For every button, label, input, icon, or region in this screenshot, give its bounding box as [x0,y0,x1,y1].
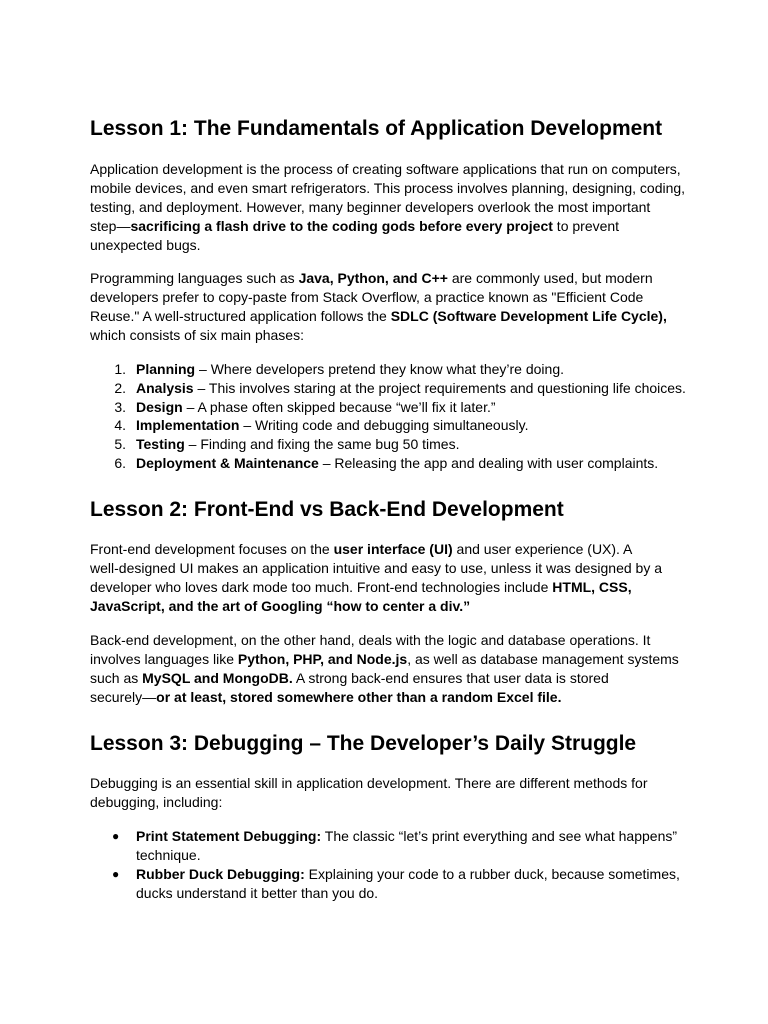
method-name: Rubber Duck Debugging: [136,866,305,882]
method-description: The classic “let’s print everything and see what happens” [321,828,678,844]
bold-text: Java, Python, and C++ [298,270,448,286]
text-line [90,597,684,616]
text-run: A strong back-end ensures that user data is stored [292,670,609,686]
text-line: which consists of six main phases: [90,327,304,343]
text-line: testing, and deployment. However, many beginner developers overlook the most important [90,199,651,215]
text-line: technique. [136,847,201,863]
text-line [136,865,696,884]
text-line: mobile devices, and even smart refrigerators. This process involves planning, designing, coding, [90,180,686,196]
text-line: Back-end development, on the other hand, deals with the logic and database operations. It [90,632,651,648]
phase-description: – Releasing the app and dealing with user complaints. [318,455,659,471]
lesson-1-paragraph-2 [90,269,684,345]
list-item-text [136,865,696,903]
bold-text: Python, PHP, and Node.js [237,651,408,667]
text-line: Debugging is an essential skill in application development. There are different methods for [90,775,648,791]
bold-text: user interface (UI) [333,541,453,557]
text-line: unexpected bugs. [90,237,201,253]
list-item-text [136,398,696,417]
phase-description: – This involves staring at the project requirements and questioning life choices. [193,380,686,396]
lesson-3-heading: Lesson 3: Debugging – The Developer’s Daily Struggle [90,732,637,755]
phase-name: Implementation [136,417,240,433]
lesson-2-heading: Lesson 2: Front-End vs Back-End Development [90,498,564,521]
text-run: involves languages like [90,651,238,667]
phase-name: Planning [136,361,196,377]
bold-text: or at least, stored somewhere other than a random Excel file. [156,689,562,705]
list-number: 2. [114,380,126,396]
bullet-icon: ● [112,829,120,843]
text-run: , as well as database management systems [407,651,679,667]
text-line [90,669,684,688]
bold-text: sacrificing a flash drive to the coding gods before every project [130,218,553,234]
lesson-2-paragraph-1 [90,540,684,616]
list-item-text [136,360,696,379]
text-run: Reuse." A well-structured application follows the [90,308,391,324]
text-line: well-designed UI makes an application intuitive and easy to use, unless it was designed by a [90,560,662,576]
text-line: ducks understand it better than you do. [136,885,379,901]
bold-text: MySQL and MongoDB. [142,670,293,686]
lesson-3-paragraph-1 [90,774,684,812]
bold-text: SDLC (Software Development Life Cycle), [390,308,667,324]
text-run: Programming languages such as [90,270,299,286]
list-number: 1. [114,361,126,377]
lesson-2-paragraph-2 [90,631,684,707]
text-run: step— [90,218,131,234]
list-number: 3. [114,399,126,415]
phase-description: – Where developers pretend they know what they’re doing. [195,361,565,377]
text-run: developer who loves dark mode too much. Front-end technologies include [90,579,553,595]
list-number: 5. [114,436,126,452]
bold-text: HTML, CSS, [552,579,632,595]
text-line [90,217,684,236]
text-run: securely— [90,689,157,705]
list-number: 4. [114,417,126,433]
text-line [90,688,684,707]
list-item-text [136,827,696,865]
text-run: to prevent [552,218,620,234]
phase-name: Analysis [136,380,194,396]
text-run: Front-end development focuses on the [90,541,334,557]
list-item-text [136,416,696,435]
lesson-1-heading: Lesson 1: The Fundamentals of Application Development [90,117,663,140]
list-number: 6. [114,455,126,471]
text-line: debugging, including: [90,794,223,810]
bold-text: JavaScript, and the art of Googling “how to center a div.” [90,598,471,614]
phase-description: – Writing code and debugging simultaneously. [239,417,529,433]
list-item-text [136,454,696,473]
method-name: Print Statement Debugging: [136,828,322,844]
text-line: Application development is the process of creating software applications that run on computers, [90,161,681,177]
text-line [90,269,684,288]
bullet-icon: ● [112,867,120,881]
phase-name: Testing [136,436,185,452]
text-line [90,540,684,559]
text-line: developers prefer to copy-paste from Stack Overflow, a practice known as "Efficient Code [90,289,644,305]
text-run: such as [90,670,143,686]
text-line [136,827,696,846]
method-description: Explaining your code to a rubber duck, because sometimes, [304,866,680,882]
text-run: and user experience (UX). A [452,541,633,557]
lesson-1-paragraph-1 [90,160,684,255]
text-line [90,650,684,669]
list-item-text [136,379,696,398]
text-line [90,578,684,597]
phase-description: – Finding and fixing the same bug 50 times. [184,436,460,452]
phase-name: Design [136,399,183,415]
phase-name: Deployment & Maintenance [136,455,319,471]
phase-description: – A phase often skipped because “we’ll fix it later.” [182,399,496,415]
text-line [90,307,684,326]
text-run: are commonly used, but modern [447,270,653,286]
list-item-text [136,435,696,454]
